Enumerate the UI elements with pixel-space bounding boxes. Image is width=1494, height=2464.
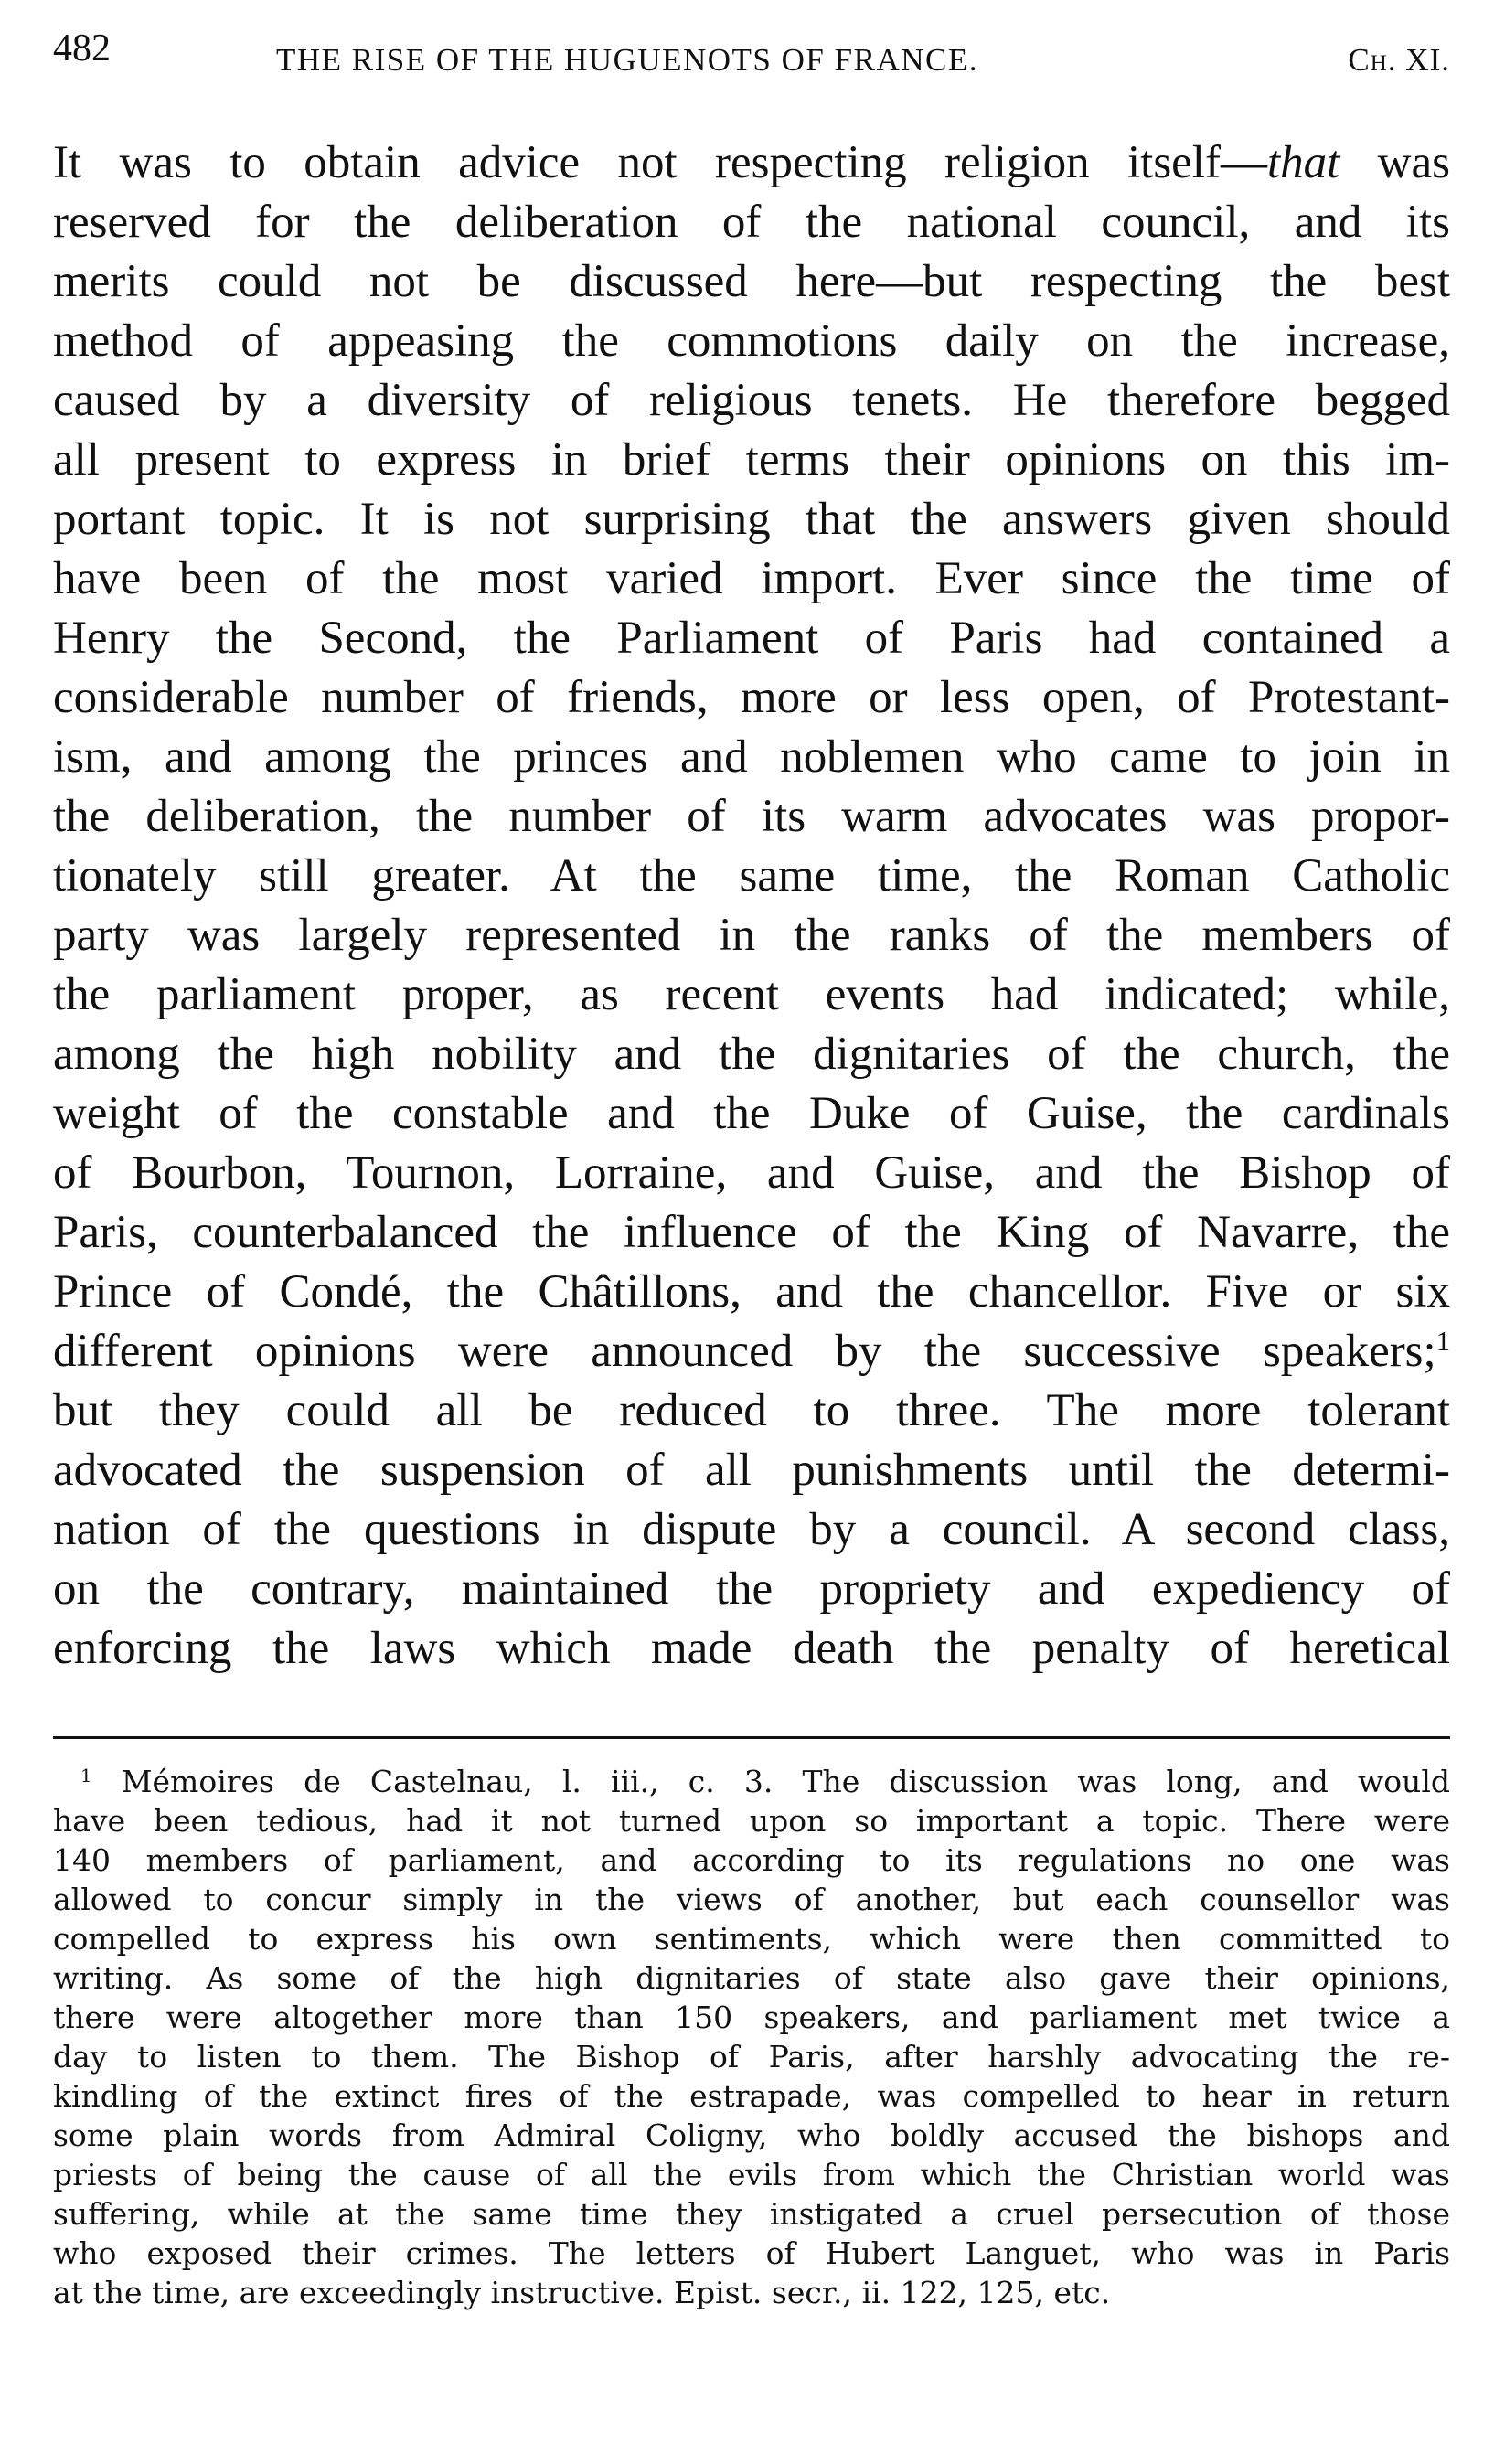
text-line: ism, and among the princes and noblemen who came to join in — [53, 731, 1450, 783]
text-line — [53, 133, 1450, 193]
footnote-line: allowed to concur simply in the views of another, but each counsellor was — [53, 1882, 1450, 1917]
text-line: enforcing the laws which made death the penalty of heretical — [53, 1623, 1450, 1674]
text-line: merits could not be discussed here—but respecting the best — [53, 256, 1450, 307]
text-line: all present to express in brief terms their opinions on this im- — [53, 434, 1450, 485]
text-line: advocated the suspension of all punishments until the determi- — [53, 1445, 1450, 1496]
text-line: the parliament proper, as recent events had indicated; while, — [53, 969, 1450, 1020]
footnote-line: day to listen to them. The Bishop of Paris, after harshly advocating the re- — [53, 2039, 1450, 2075]
text-line — [53, 1322, 1450, 1381]
text-line: method of appeasing the commotions daily on the increase, — [53, 315, 1450, 367]
text-line: party was largely represented in the ranks of the members of — [53, 910, 1450, 961]
footnote-line: priests of being the cause of all the evils from which the Christian world was — [53, 2157, 1450, 2192]
text-line: have been of the most varied import. Ever since the time of — [53, 553, 1450, 604]
text-line-start: It was to obtain advice not respecting religion itself— — [53, 137, 1267, 188]
text-line: of Bourbon, Tournon, Lorraine, and Guise, and the Bishop of — [53, 1147, 1450, 1199]
running-title: THE RISE OF THE HUGUENOTS OF FRANCE. — [276, 42, 978, 78]
text-line: nation of the questions in dispute by a council. A second class, — [53, 1504, 1450, 1555]
text-line: portant topic. It is not surprising that the answers given should — [53, 494, 1450, 545]
text-line: weight of the constable and the Duke of Guise, the cardinals — [53, 1088, 1450, 1139]
footnote-line: kindling of the extinct fires of the estrapade, was compelled to hear in return — [53, 2078, 1450, 2114]
footnote-line: suffering, while at the same time they instigated a cruel persecution of those — [53, 2196, 1450, 2232]
footnote-divider — [53, 1736, 1450, 1739]
text-line: tionately still greater. At the same time, the Roman Catholic — [53, 850, 1450, 901]
book-page — [53, 29, 1450, 2425]
text-line: caused by a diversity of religious tenets. He therefore begged — [53, 375, 1450, 426]
body-paragraph — [53, 133, 1450, 1679]
footnote-line: some plain words from Admiral Coligny, who boldly accused the bishops and — [53, 2117, 1450, 2153]
footnote-line: at the time, are exceedingly instructive. Epist. secr., ii. 122, 125, etc. — [53, 2275, 1111, 2310]
text-line-end: was — [1339, 137, 1450, 188]
footnote-line: 140 members of parliament, and according to its regulations no one was — [53, 1842, 1450, 1878]
footnote-line: compelled to express his own sentiments, which were then committed to — [53, 1921, 1450, 1957]
text-line: but they could all be reduced to three. The more tolerant — [53, 1385, 1450, 1436]
footnote-reference: 1 — [1435, 1326, 1450, 1358]
text-line: Paris, counterbalanced the influence of the King of Navarre, the — [53, 1207, 1450, 1258]
footnote-marker: 1 — [80, 1765, 92, 1787]
text-line: Prince of Condé, the Châtillons, and the chancellor. Five or six — [53, 1266, 1450, 1317]
main-text-body — [53, 133, 1450, 1679]
text-line: among the high nobility and the dignitaries of the church, the — [53, 1029, 1450, 1080]
footnote — [53, 1762, 1450, 2312]
chapter-reference: Ch. XI. — [1348, 42, 1450, 78]
text-line: reserved for the deliberation of the national council, and its — [53, 197, 1450, 248]
text-line: the deliberation, the number of its warm advocates was propor- — [53, 791, 1450, 842]
text-line: considerable number of friends, more or less open, of Protestant- — [53, 672, 1450, 723]
text-line-content: different opinions were announced by the successive speakers; — [53, 1326, 1436, 1377]
page-number: 482 — [53, 27, 111, 69]
footnote-line-content: Mémoires de Castelnau, l. iii., c. 3. The discussion was long, and would — [91, 1764, 1450, 1799]
footnote-line — [53, 1762, 1450, 1801]
text-line: Henry the Second, the Parliament of Paris had contained a — [53, 613, 1450, 664]
page-header — [53, 29, 1450, 93]
footnote-line: have been tedious, had it not turned upon so important a topic. There were — [53, 1803, 1450, 1839]
italic-word: that — [1266, 137, 1340, 188]
text-line: on the contrary, maintained the propriety and expediency of — [53, 1563, 1450, 1615]
footnote-line: who exposed their crimes. The letters of Hubert Languet, who was in Paris — [53, 2235, 1450, 2271]
footnote-line: there were altogether more than 150 speakers, and parliament met twice a — [53, 2000, 1450, 2035]
footnote-line: writing. As some of the high dignitaries of state also gave their opinions, — [53, 1960, 1450, 1996]
